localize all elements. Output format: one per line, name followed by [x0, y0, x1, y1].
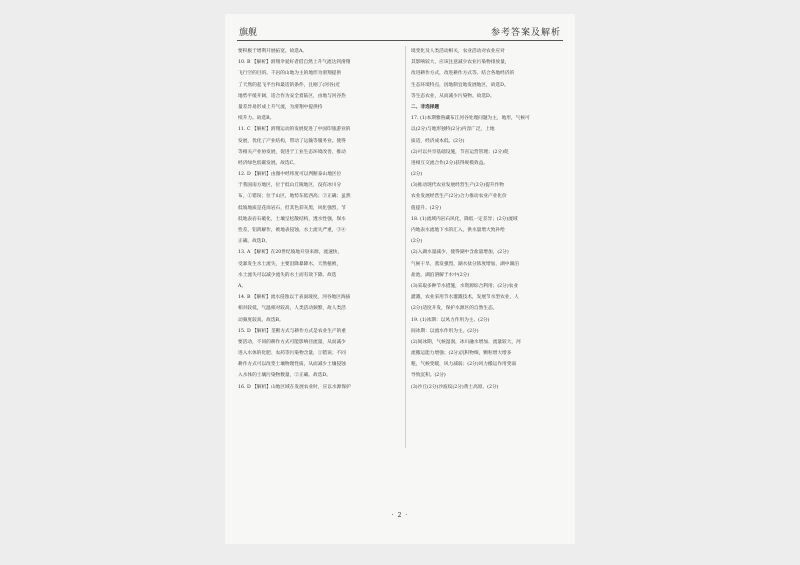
text-line: 发展，优化了产业结构，带动了运输等服务业。使得	[238, 138, 346, 144]
text-line: (2分)	[411, 172, 423, 178]
text-line: 相对较低，气温相对较高，人类活动频繁，故人类活	[238, 306, 346, 312]
text-line: 经济绿色低碳发展。故选C。	[238, 160, 298, 166]
text-line: 盐池，湖泊溶解于水中(2分)	[411, 272, 470, 278]
text-line: 19. (1)冰期：以风力作用为主。(2分)	[411, 317, 490, 323]
text-line: 要积极于增利开展拓宽。故选A。	[238, 49, 308, 54]
column-divider	[405, 46, 406, 448]
text-line: 11. C 【解析】滑翔运动的发展促进了中国印旅游业的	[238, 127, 351, 133]
text-line: 耕作方式可以改变土壤物理性质，从而减少土壤侵蚀	[238, 362, 346, 368]
text-line: 性差，铝鸿解作，被地表侵蚀，水土流失严重，③④	[238, 228, 346, 233]
text-line: 14. B 【解析】流水侵蚀以于表面坡度，河谷地区海拔	[238, 295, 351, 301]
text-line: 间冰期：以流水作用为主。(2分)	[411, 328, 479, 334]
text-line: (2)可以共享基础设施，节省运营管理；(2分)促	[411, 149, 509, 155]
text-line: (3)采取多种节水措施，水资源综合利用；(2分)农业	[411, 283, 519, 289]
document-page	[225, 14, 575, 544]
text-line: (3)推动现代农业发展经营生产(2分)提升作物	[411, 183, 504, 189]
text-line: 飞行空的目的。千岩的山地为主的地形为滑翔提供	[238, 71, 342, 77]
text-line: 粗，气候变暖，风力减弱；(2分)风力搬运作用变弱	[411, 362, 517, 368]
text-line: (3)沙丘(2分)沙波纹(2分)黄土高原。(2分)	[411, 384, 499, 390]
text-line: 气候干旱，蒸发强烈，湖水盐分浓度增加，湖中湖泊	[411, 261, 519, 267]
text-line: 量差异易形成上升气流，为滑翔中提供持	[238, 104, 323, 110]
text-line: 动频度较高。故选B。	[238, 317, 284, 323]
text-line: 13. A 【解析】在20世纪坡地开垦来源，流速快，	[238, 250, 343, 256]
text-line: (2)入湖水量减少，使得湖中含盐量增加，(2分)	[411, 250, 509, 256]
text-line: 内地表水流地下水的汇入，供水量增大致补给	[411, 228, 505, 233]
text-line: 低坡地质是花岗岩石，但其色彩灰黑，风化强烈，节	[238, 205, 346, 211]
text-line: 生态环境特点，因地制宜地发展地区，故选D。	[411, 82, 509, 88]
page-number: · 2 ·	[391, 512, 409, 519]
text-line: 12. D 【解析】由图中经纬度可以判断泰山地区位	[238, 172, 342, 178]
text-line: 等生态农业，从而减少污染物。故选D。	[411, 93, 495, 99]
text-line: 境变化及人类活动相关，农业活动对农业应对	[411, 49, 505, 54]
text-line: 进入水体的化肥、农药等污染物含量，①错误；不同	[238, 351, 346, 357]
text-line: 改进耕作方式，改进耕作方式等。结合各地经济的	[411, 71, 515, 77]
text-line: 18. (1)流域内岩石风化，降低一定差异；(2分)流域	[411, 216, 518, 222]
text-line: 布，①错误；位于山区，地势东低西高；②正确；虽然	[238, 194, 351, 200]
text-line: 水土流失可以减少流失的水土而有效下降。故选	[238, 272, 337, 278]
text-line: 其影响较大，应该注意减少农业污染物排放量，	[411, 60, 510, 66]
text-line: 16. D 【解析】山地区域在发展农业时，应以水源保护	[238, 384, 351, 390]
text-line: 质适，经济成本低。(2分)	[411, 138, 465, 144]
text-line: (2分)适度开发，保护水源区的自然生态。	[411, 306, 498, 312]
text-line: 受暴发生水土流失，主要沿降暴降水，天然植被，	[238, 261, 342, 267]
text-line: 农业发展经营生产(2分)合力推动农业产业化价	[411, 194, 507, 200]
text-line: 续升力。故选B。	[238, 116, 275, 122]
text-line: (2)间冰期，气候湿润，冰川融水增加、流量较大，河	[411, 339, 521, 345]
header-left-title: 旗舰	[239, 28, 258, 38]
text-line: 等相关产业协发展，促进于工业生态环境改善，推动	[238, 149, 346, 155]
text-line: 了天然的起飞平台和最适的条件，且刚了(河谷)近	[238, 82, 341, 88]
text-line: 值提升。(2分)	[411, 205, 442, 211]
header-right-title: 参考答案及解析	[490, 28, 561, 38]
left-text-column	[238, 46, 401, 393]
text-line: 以(2分)与地形独特(2分)内容广泛，上地	[411, 127, 495, 133]
text-line: 地势平缓开阔，适合作为安全着陆区，由地与河谷热	[238, 93, 346, 99]
text-line: 二、非选择题	[411, 104, 440, 110]
text-line: 正确。故选D。	[238, 239, 270, 245]
text-line: 流搬运能力增强；(2分)沉积物细，颗粒增大增多	[411, 351, 512, 357]
text-line: (2分)	[411, 239, 423, 245]
text-line: 低地表岩石破化，土壤呈松散结构，透水性强，保水	[238, 216, 346, 222]
text-line: 15. D 【解析】垄断方式与耕作方式是农业生产的重	[238, 328, 346, 334]
text-line: 17. (1)本期雅鲁藏布江河谷处理问题为主，地形，气候可	[411, 116, 530, 122]
text-line: 10. B 【解析】滑翔伞爱好者借自然上升气流达到滑翔	[238, 60, 351, 66]
text-line: 要活动，不同的耕作方式可能影响径流量，从而减少	[238, 339, 346, 345]
text-line: 导致沉积。(2分)	[411, 373, 446, 379]
page-header	[237, 18, 563, 41]
text-line: A。	[238, 283, 247, 289]
text-line: 灌溉，农业采用节水灌溉技术，发展节水型农业，人	[411, 295, 519, 301]
right-text-column	[411, 46, 574, 393]
text-line: 于我国南方地区，位于低山丘陵地区，没有冰川分	[238, 183, 342, 189]
text-line: 进相互交流合作(2分)获得规模效益。	[411, 160, 488, 166]
text-line: 入水体的土壤污染物数量，②正确。故选D。	[238, 373, 331, 379]
